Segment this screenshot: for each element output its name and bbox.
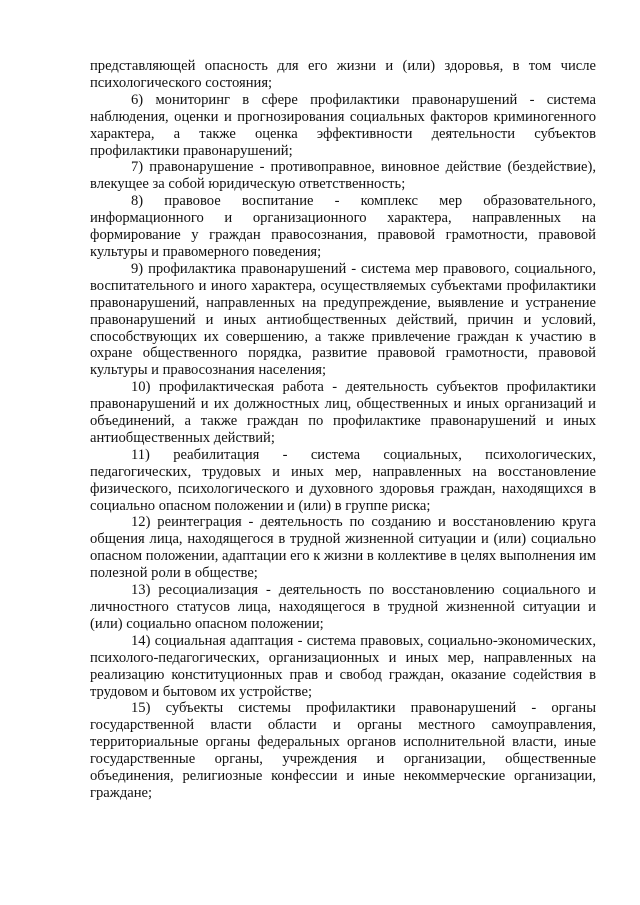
paragraph-item-6: 6) мониторинг в сфере профилактики правонарушений - система наблюдения, оценки и прогнозирования социальных факторов криминогенного характера, а также оценка эффективности деятельности субъектов профилактики правонарушений; bbox=[90, 91, 596, 159]
paragraph-item-10: 10) профилактическая работа - деятельность субъектов профилактики правонарушений и их должностных лиц, общественных и иных организаций и объединений, а также граждан по профилактике правонарушений и иных антиобщественных действий; bbox=[90, 379, 596, 446]
paragraph-item-12: 12) реинтеграция - деятельность по созданию и восстановлению круга общения лица, находящегося в трудной жизненной ситуации и (или) социально опасном положении, адаптации его к жизни в коллективе в целях выполнения им полезной роли в обществе; bbox=[90, 514, 596, 582]
paragraph-item-7: 7) правонарушение - противоправное, виновное действие (бездействие), влекущее за собой юридическую ответственность; bbox=[90, 159, 596, 193]
paragraph-item-14: 14) социальная адаптация - система правовых, социально-экономических, психолого-педагогических, организационных и иных мер, направленных на реализацию конституционных прав и свобод граждан, оказание содействия в трудовом и бытовом их устройстве; bbox=[90, 632, 596, 700]
paragraph-item-13: 13) ресоциализация - деятельность по восстановлению социального и личностного статусов лица, находящегося в трудной жизненной ситуации и (или) социально опасном положении; bbox=[90, 582, 596, 632]
paragraph-item-8: 8) правовое воспитание - комплекс мер образовательного, информационного и организационного характера, направленных на формирование у граждан правосознания, правовой грамотности, правовой культуры и правомерного поведения; bbox=[90, 193, 596, 260]
paragraph-item-9: 9) профилактика правонарушений - система мер правового, социального, воспитательного и иного характера, осуществляемых субъектами профилактики правонарушений, направленных на предупреждение, выявление и устранение правонарушений и иных антиобщественных действий, причин и условий, способствующих их совершению, а также привлечение граждан к участию в охране общественного порядка, развитие правовой грамотности, правовой культуры и правосознания населения; bbox=[90, 260, 596, 379]
paragraph-item-15: 15) субъекты системы профилактики правонарушений - органы государственной власти области и органы местного самоуправления, территориальные органы федеральных органов исполнительной власти, иные государственные органы, учреждения и организации, общественные объединения, религиозные конфессии и иные некоммерческие организации, граждане; bbox=[90, 700, 596, 801]
paragraph-item-11: 11) реабилитация - система социальных, психологических, педагогических, трудовых и иных мер, направленных на восстановление физического, психологического и духовного здоровья граждан, находящихся в социально опасном положении и (или) в группе риска; bbox=[90, 446, 596, 514]
paragraph-continued: представляющей опасность для его жизни и (или) здоровья, в том числе психологического состояния; bbox=[90, 58, 596, 91]
document-page bbox=[90, 58, 596, 802]
